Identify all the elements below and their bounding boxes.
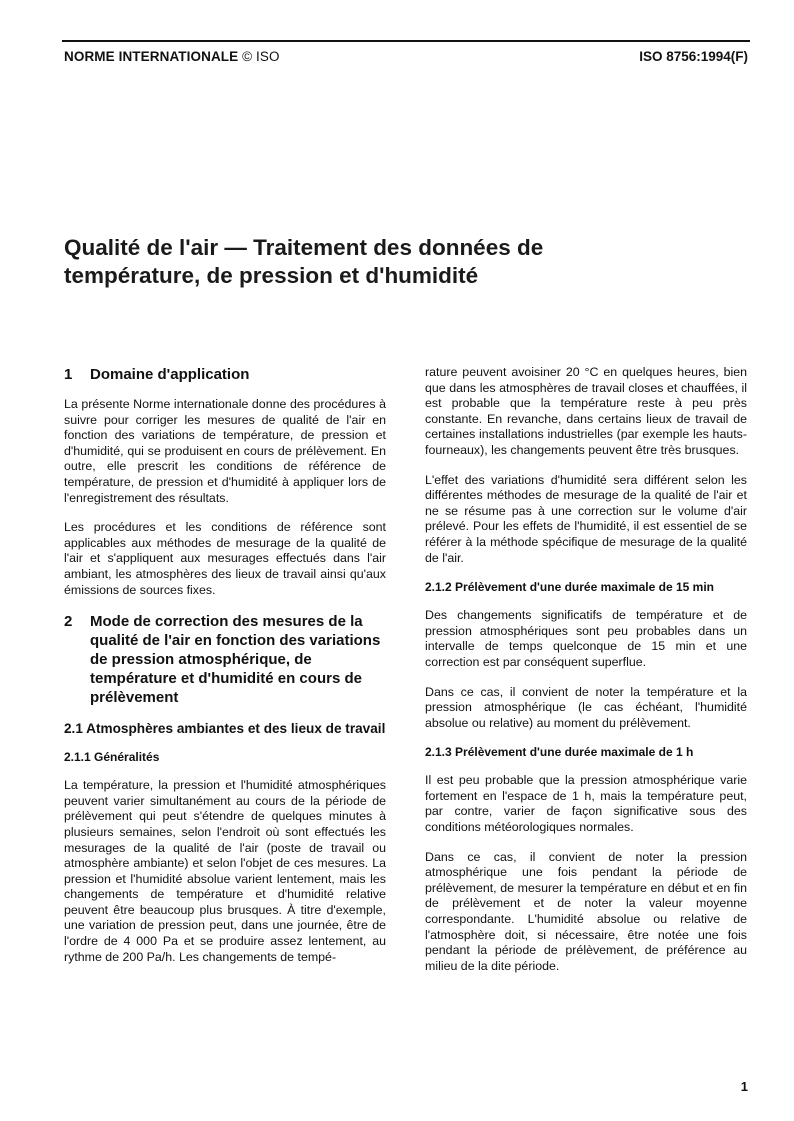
- section-2-number: 2: [64, 613, 73, 631]
- section-1-number: 1: [64, 366, 73, 383]
- section-2-heading: [64, 612, 386, 707]
- section-2-1-1-paragraph-1: La température, la pression et l'humidité atmosphériques peuvent varier simultanément au cours de la période de prélèvement qui peut s'étendre de quelques minutes à plusieurs semaines, selon l'endroit où sont effectués les mesurages de la qualité de l'air (poste de travail ou atmosphère ambiante) et selon l'objet de ces mesures. La pression et l'humidité absolue varient lentement, mais les changements de température et d'humidité relative peuvent être beaucoup plus brusques. À titre d'exemple, une variation de pression peut, dans une journée, être de l'ordre de 4 000 Pa et se produire assez lentement, au rythme de 200 Pa/h. Les changements de tempé-: [64, 778, 386, 964]
- section-1-title: Domaine d'application: [90, 366, 250, 383]
- header-standard-label: [64, 49, 280, 64]
- header-iso-copyright: © ISO: [242, 49, 280, 64]
- section-1-paragraph-1: La présente Norme internationale donne des procédures à suivre pour corriger les mesures de qualité de l'air en fonction des variations de température, de pression et d'humidité, qui se produisent en cours de prélèvement. En outre, elle prescrit les conditions de référence de température, de pression et d'humidité à appliquer lors de l'enregistrement des résultats.: [64, 397, 386, 505]
- header-standard-number: ISO 8756:1994(F): [639, 49, 748, 64]
- section-2-1-heading: 2.1 Atmosphères ambiantes et des lieux de travail: [64, 721, 386, 737]
- section-2-1-2-heading: 2.1.2 Prélèvement d'une durée maximale de 15 min: [425, 580, 714, 595]
- section-2-1-3-paragraph-2: Dans ce cas, il convient de noter la pression atmosphérique une fois pendant la période de prélèvement, de mesurer la température en début et en fin de prélèvement et de noter la valeur moyenne correspondante. L'humidité absolue ou relative de l'atmosphère doit, si nécessaire, être notée une fois pendant la période de prélèvement, de préférence au milieu de la dite période.: [425, 849, 747, 973]
- section-2-1-3-heading: 2.1.3 Prélèvement d'une durée maximale de 1 h: [425, 745, 694, 760]
- title-line-2: température, de pression et d'humidité: [64, 263, 479, 288]
- document-title: [64, 234, 744, 290]
- section-1-paragraph-2: Les procédures et les conditions de référence sont applicables aux méthodes de mesurage de la qualité de l'air et s'appliquent aux mesurages effectués dans l'air ambiant, les atmosphères des lieux de travail ainsi qu'aux émissions de sources fixes.: [64, 520, 386, 597]
- header-norme: NORME INTERNATIONALE: [64, 49, 239, 64]
- section-2-title: Mode de correction des mesures de la qualité de l'air en fonction des variations de pression atmosphérique, de température et d'humidité en cours de prélèvement: [90, 613, 381, 707]
- section-2-1-2-paragraph-2: Dans ce cas, il convient de noter la température et la pression atmosphérique (le cas échéant, l'humidité absolue ou relative) au moment du prélèvement.: [425, 684, 747, 730]
- section-2-1-3-paragraph-1: Il est peu probable que la pression atmosphérique varie fortement en l'espace de 1 h, mais la température peut, par contre, varier de façon significative sous des conditions météorologiques normales.: [425, 773, 747, 835]
- section-2-1-1-heading: 2.1.1 Généralités: [64, 750, 160, 765]
- section-1-heading: [64, 365, 386, 384]
- section-2-1-1-paragraph-2: L'effet des variations d'humidité sera différent selon les différentes méthodes de mesurage de la qualité de l'air et ne se résume pas à une correction sur le volume d'air prélevé. Pour les effets de l'humidité, il est essentiel de se référer à la méthode spécifique de mesurage de la qualité de l'air.: [425, 472, 747, 565]
- section-2-1-2-paragraph-1: Des changements significatifs de température et de pression atmosphériques sont peu probables dans un intervalle de temps quelconque de 15 min et une correction est par conséquent superflue.: [425, 608, 747, 669]
- right-column: [425, 365, 747, 988]
- title-line-1: Qualité de l'air — Traitement des données de: [64, 235, 544, 260]
- header-rule: [62, 40, 750, 42]
- section-2-1-1-paragraph-1-continued: rature peuvent avoisiner 20 °C en quelques heures, bien que dans les atmosphères de travail closes et chauffées, il est probable que la température reste à peu près constante. En revanche, dans certains lieux de travail de certaines installations industrielles (par exemple les hauts-fourneaux), les changements peuvent être très brusques.: [425, 365, 747, 457]
- left-column: [64, 365, 386, 979]
- page-number: 1: [740, 1079, 748, 1094]
